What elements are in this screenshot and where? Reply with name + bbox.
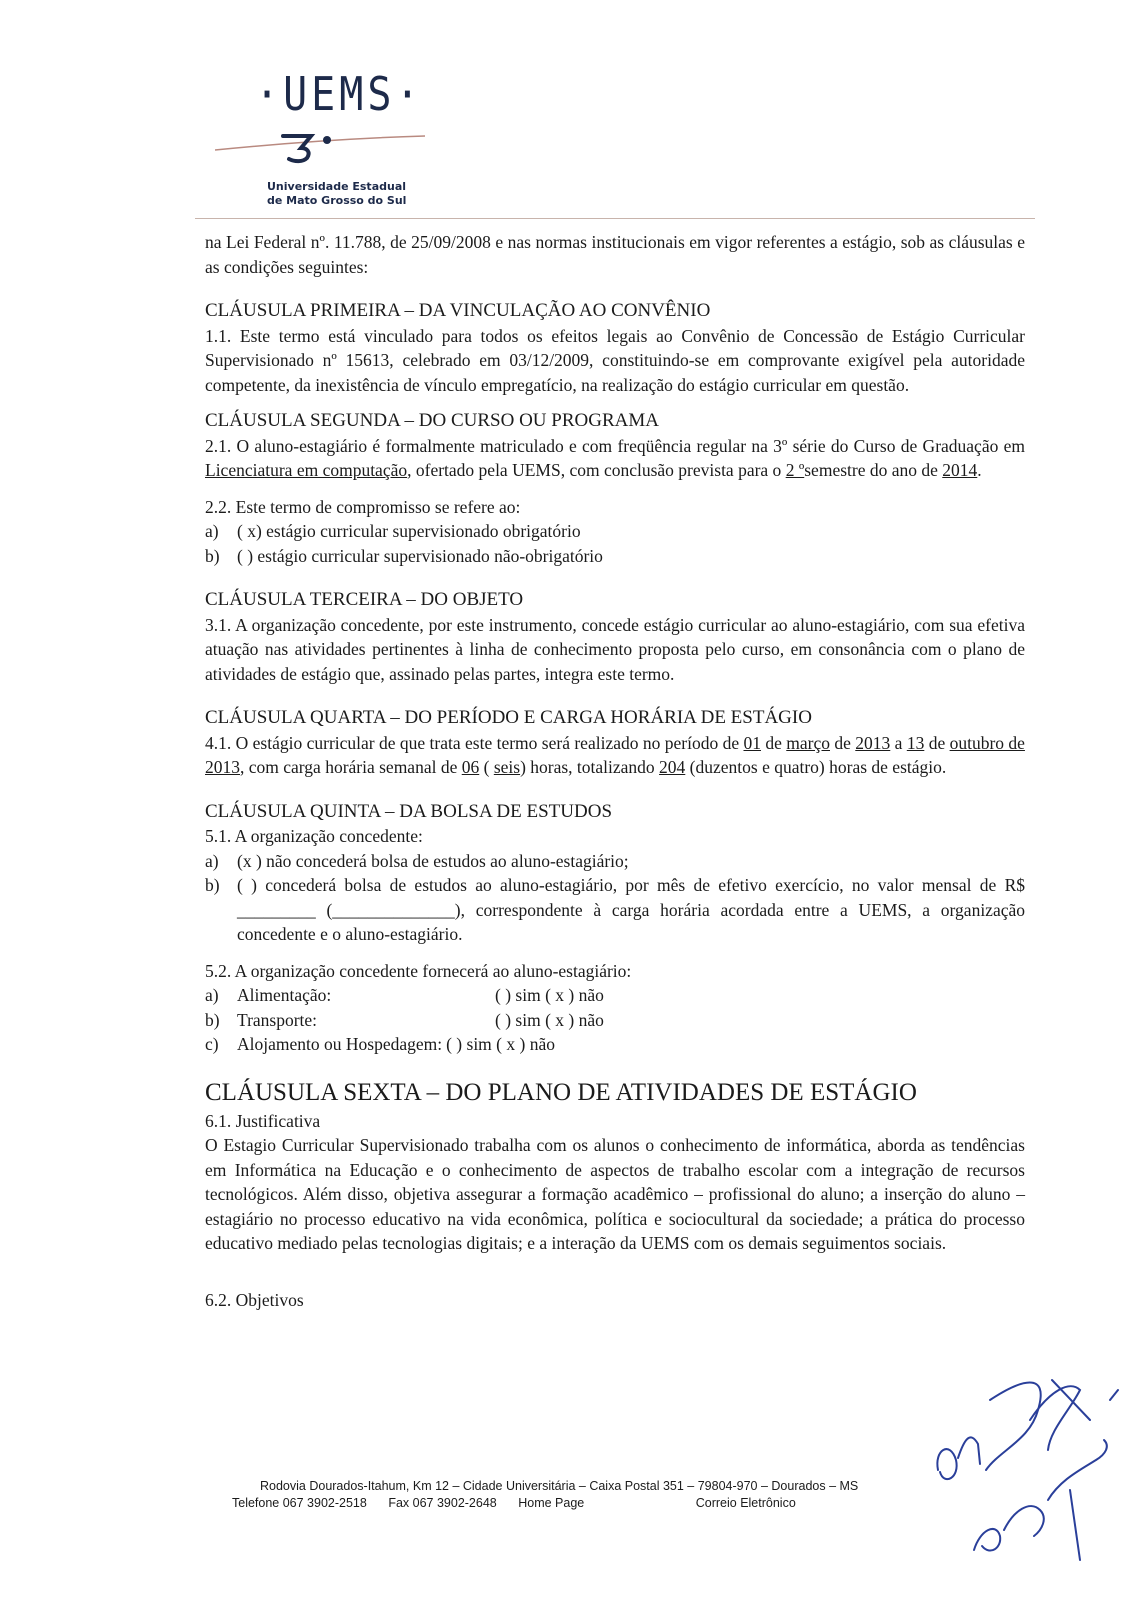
clausula-segunda-p2: 2.2. Este termo de compromisso se refere ao: xyxy=(205,496,521,517)
option-obrigatorio: a) ( x) estágio curricular supervisionado obrigatório xyxy=(205,521,581,541)
semester-value: 2 º xyxy=(785,460,805,480)
course-name: Licenciatura em computação xyxy=(205,460,408,480)
letterhead xyxy=(215,68,435,217)
year-value: 2014 xyxy=(942,460,978,480)
clausula-terceira-title: CLÁUSULA TERCEIRA – DO OBJETO xyxy=(205,589,524,610)
intro-paragraph: na Lei Federal nº. 11.788, de 25/09/2008 e nas normas institucionais em vigor referentes a estágio, sob as cláusulas e as condições seguintes: xyxy=(205,232,1025,277)
footer-homepage: Home Page xyxy=(518,1496,585,1510)
clausula-sexta-title: CLÁUSULA SEXTA – DO PLANO DE ATIVIDADES DE ESTÁGIO xyxy=(205,1078,917,1106)
handwritten-signature xyxy=(930,1360,1120,1580)
benefit-row-alojamento: c) Alojamento ou Hospedagem: ( ) sim ( x ) não xyxy=(205,1034,555,1054)
benefit-row-transporte: b) Transporte: ( ) sim ( x ) não xyxy=(205,1009,604,1030)
clausula-quarta-title: CLÁUSULA QUARTA – DO PERÍODO E CARGA HORÁRIA DE ESTÁGIO xyxy=(205,707,812,728)
university-name: Universidade Estadual de Mato Grosso do Sul xyxy=(267,180,407,207)
clausula-quinta-title: CLÁUSULA QUINTA – DA BOLSA DE ESTUDOS xyxy=(205,800,613,822)
footer-fax: Fax 067 3902-2648 xyxy=(388,1496,497,1510)
benefit-row-alimentacao: a) Alimentação: ( ) sim ( x ) não xyxy=(205,985,604,1005)
footer-phone: Telefone 067 3902-2518 xyxy=(232,1496,367,1510)
option-nao-obrigatorio: b) ( ) estágio curricular supervisionado não-obrigatório xyxy=(205,545,603,566)
bolsa-option-a: a) (x ) não concederá bolsa de estudos ao aluno-estagiário; xyxy=(205,850,629,871)
clausula-primeira-title: CLÁUSULA PRIMEIRA – DA VINCULAÇÃO AO CONVÊNIO xyxy=(205,300,711,321)
clausula-primeira-text: 1.1. Este termo está vinculado para todos os efeitos legais ao Convênio de Concessão de Estágio Curricular Supervisionado nº 15613, celebrado em 03/12/2009, constituindo-se em comprovante exigível pela autoridade competente, da inexistência de vínculo empregatício, na realização do estágio curricular em questão. xyxy=(205,325,1025,395)
logo-text: ·UEMS· xyxy=(255,68,424,122)
document-body xyxy=(205,230,1025,1312)
clausula-terceira-text: 3.1. A organização concedente, por este instrumento, concede estágio curricular ao aluno-estagiário, com sua efetiva atuação nas atividades pertinentes à linha de conhecimento proposta pelo curso, em consonância com o plano de atividades de estágio que, assinado pelas partes, integra este termo. xyxy=(205,614,1025,684)
footer-address: Rodovia Dourados-Itahum, Km 12 – Cidade Universitária – Caixa Postal 351 – 79804-970 – Dourados – MS xyxy=(260,1479,859,1493)
page-footer xyxy=(232,1478,932,1512)
clausula-quinta-p1: 5.1. A organização concedente: xyxy=(205,826,423,846)
clausula-segunda-p1: 2.1. O aluno-estagiário é formalmente matriculado e com freqüência regular na 3º série do Curso de Graduação em Licenciatura em computação, ofertado pela UEMS, com conclusão prevista para o 2 ºsemestre do ano de 2014. xyxy=(205,435,1025,480)
justificativa-text: O Estagio Curricular Supervisionado trabalha com os alunos o conhecimento de informática, aborda as tendências em Informática na Educação e o conhecimento de aspectos de trabalho escolar com a integração de recursos tecnológicos. Além disso, objetiva assegurar a formação acadêmico – profissional do aluno; a inserção do aluno – estagiário no processo educativo na vida econômica, política e sociocultural da sociedade; a prática do processo educativo mediado pelas tecnologias digitais; e a interação da UEMS com os demais seguimentos sociais. xyxy=(205,1135,1025,1253)
clausula-segunda-title: CLÁUSULA SEGUNDA – DO CURSO OU PROGRAMA xyxy=(205,410,659,431)
header-divider xyxy=(195,218,1035,219)
bolsa-option-b: b) ( ) concederá bolsa de estudos ao aluno-estagiário, por mês de efetivo exercício, no valor mensal de R$ _________ (______________), correspondente à carga horária acordada entre a UEMS, a organização concedente e o aluno-estagiário. xyxy=(205,875,1025,944)
justificativa-heading: 6.1. Justificativa xyxy=(205,1110,321,1131)
objetivos-heading: 6.2. Objetivos xyxy=(205,1289,304,1310)
footer-contacts xyxy=(232,1495,932,1512)
logo-icon xyxy=(215,128,435,178)
clausula-quarta-text: 4.1. O estágio curricular de que trata este termo será realizado no período de 01 de março de 2013 a 13 de outubro de 2013, com carga horária semanal de 06 ( seis) horas, totalizando 204 (duzentos e quatro) horas de estágio. xyxy=(205,732,1025,777)
clausula-quinta-p2: 5.2. A organização concedente fornecerá ao aluno-estagiário: xyxy=(205,960,632,981)
footer-email: Correio Eletrônico xyxy=(695,1496,796,1510)
